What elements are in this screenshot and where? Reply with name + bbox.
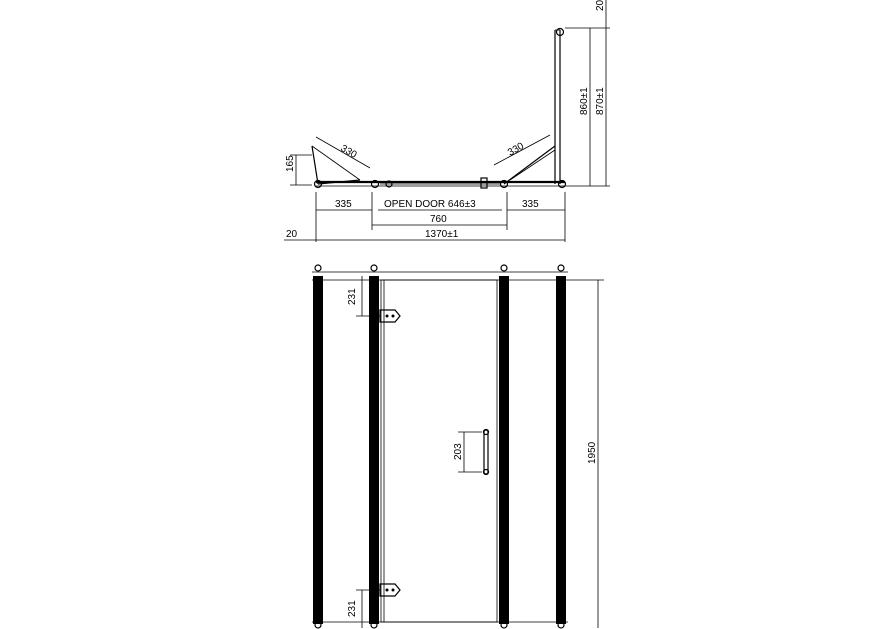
dim-label: 231	[347, 600, 358, 617]
elevation-view	[312, 265, 604, 628]
dim-widths	[284, 192, 565, 242]
dim-total-height	[568, 280, 604, 628]
dim-heights-right	[565, 0, 610, 186]
dim-label: 1370±1	[425, 229, 459, 240]
dim-label: 165	[285, 155, 296, 172]
dim-label: 330	[506, 140, 526, 159]
dim-165	[285, 155, 312, 185]
front-rail-plan	[316, 182, 565, 186]
dim-label: 860±1	[579, 87, 590, 115]
dim-label: 203	[453, 443, 464, 460]
dim-swing-right	[494, 135, 550, 165]
dim-label: OPEN DOOR 646±3	[384, 199, 476, 210]
dim-label: 870±1	[595, 87, 606, 115]
door-panel	[381, 280, 497, 622]
dim-label: 1950	[587, 441, 598, 464]
dim-label: 760	[430, 214, 447, 225]
dim-label: 20	[595, 0, 606, 11]
dim-label: 335	[522, 199, 539, 210]
post-caps	[315, 265, 564, 628]
hinge-bottom	[380, 584, 400, 596]
dim-label: 231	[347, 288, 358, 305]
dim-label: 335	[335, 199, 352, 210]
glass-panel-frames	[313, 276, 566, 624]
door-handle	[484, 430, 489, 475]
plan-view	[284, 0, 610, 242]
dim-label: 330	[338, 143, 359, 161]
dim-swing-left	[316, 137, 370, 168]
side-panel-plan	[555, 29, 564, 185]
dim-label: 20	[286, 229, 298, 240]
dim-handle	[453, 432, 482, 472]
hinge-top	[380, 310, 400, 322]
